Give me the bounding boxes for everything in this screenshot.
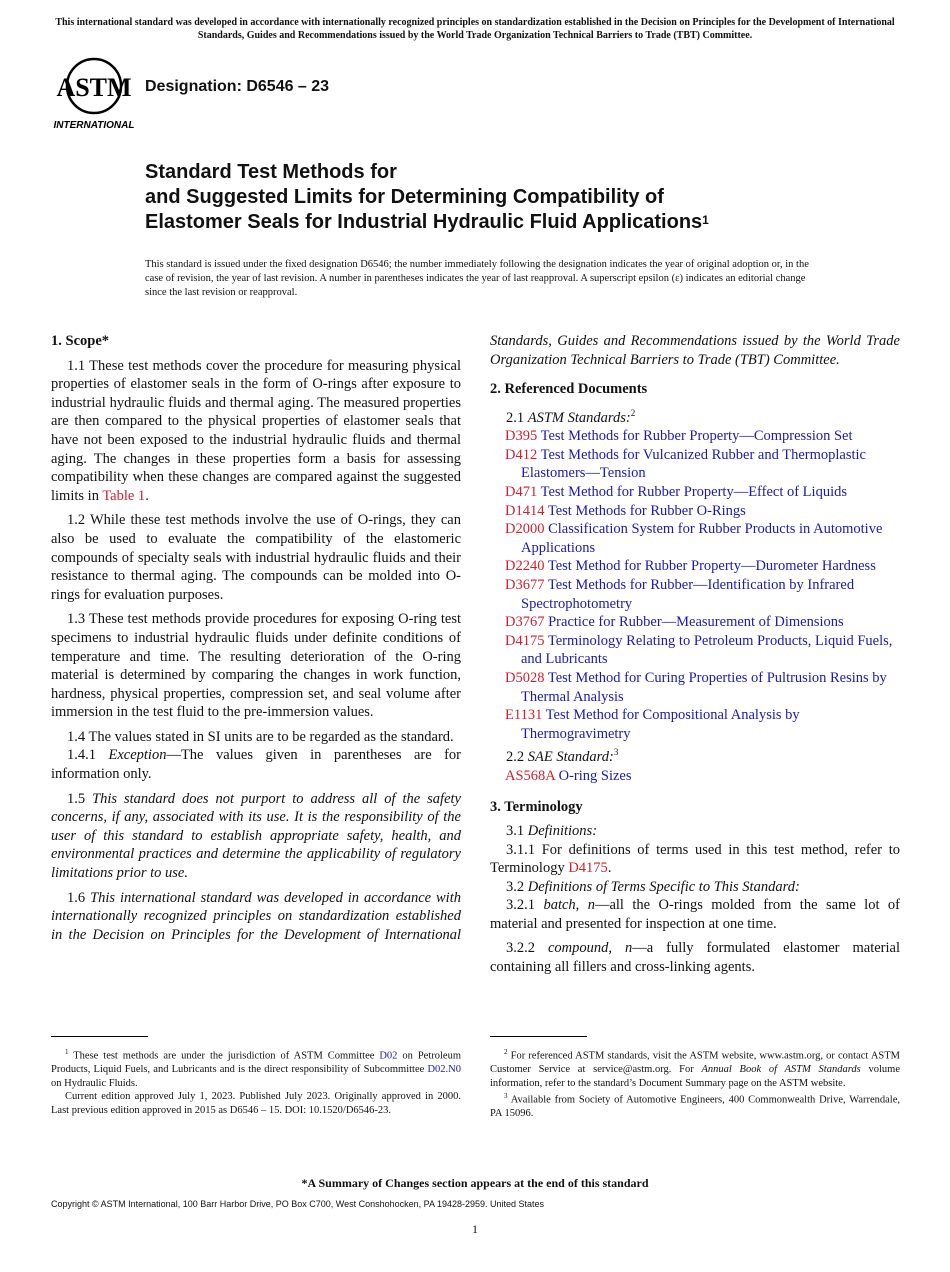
footnote-rule-left: [51, 1036, 148, 1037]
footnote-2: $^2$ For referenced ASTM standards, visit the ASTM website, www.astm.org, or contact ASTM Customer Service at service@astm.org. For Annual Book of ASTM Standards volume information, refer to the standard’s Document Summary page on the ASTM website.: [490, 1048, 900, 1089]
reference-item[interactable]: [490, 557, 900, 576]
designation: Designation: D6546 – 23: [145, 78, 330, 95]
reference-title[interactable]: Test Methods for Rubber—Identification by Infrared Spectrophotometry: [521, 576, 855, 612]
reference-item[interactable]: [490, 483, 900, 502]
para-1-2: 1.2 While these test methods involve the use of O-rings, they can also be used to evaluate the compatibility of the elastomeric compounds of specialty seals with industrial hydraulic fluids and their resistance to thermal aging. The compounds can be molded into O-rings for evaluation purposes.: [51, 512, 461, 603]
title-footnote-mark[interactable]: 1: [702, 213, 709, 227]
footnote-3: $^3$ Available from Society of Automotive Engineers, 400 Commonwealth Drive, Warrendale, PA 15096.: [490, 1092, 900, 1120]
para-3-1-1: 3.1.1 For definitions of terms used in this test method, refer to Terminology D4175.: [490, 841, 900, 877]
reference-code[interactable]: D2000: [505, 521, 545, 538]
reference-code[interactable]: D412: [505, 446, 538, 463]
reference-title[interactable]: Terminology Relating to Petroleum Products, Liquid Fuels, and Lubricants: [521, 632, 893, 668]
copyright-line: Copyright © ASTM International, 100 Barr Harbor Drive, PO Box C700, West Conshohocken, PA 19428-2959. United States: [51, 1199, 545, 1209]
summary-of-changes-note: *A Summary of Changes section appears at the end of this standard: [301, 1176, 649, 1190]
reference-code[interactable]: D395: [505, 428, 538, 445]
reference-item[interactable]: [490, 427, 900, 446]
astm-reference-list: [490, 427, 900, 743]
top-notice: This international standard was developed in accordance with internationally recognized principles on standardization established in the Decision on Principles for the Development of International Standards, Guides and Recommendations issued by the World Trade Organization Technical Barriers to Trade (TBT) Committee.: [55, 17, 895, 41]
footnote-rule-right: [490, 1036, 587, 1037]
reference-code[interactable]: D4175: [505, 632, 545, 649]
page-title: [145, 160, 845, 235]
reference-title[interactable]: Test Method for Rubber Property—Durometer Hardness: [547, 558, 876, 575]
astm-standards-label: 2.1 ASTM Standards:$^2$: [506, 407, 636, 426]
para-1-6-continued: Standards, Guides and Recommendations issued by the World Trade Organization Technical Barriers to Trade (TBT) Committee.: [490, 332, 900, 368]
reference-item[interactable]: [490, 613, 900, 632]
para-1-4-1: 1.4.1 Exception—The values given in parentheses are for information only.: [51, 747, 462, 783]
reference-code[interactable]: D5028: [505, 669, 545, 686]
reference-item[interactable]: [490, 632, 900, 669]
reference-title[interactable]: Practice for Rubber—Measurement of Dimensions: [548, 614, 844, 631]
reference-code[interactable]: D3767: [505, 614, 545, 631]
reference-code[interactable]: D3677: [505, 576, 545, 593]
reference-item[interactable]: [490, 502, 900, 521]
d02-link[interactable]: D02: [379, 1050, 398, 1062]
scope-heading: 1. Scope*: [51, 333, 109, 349]
referenced-documents-heading: 2. Referenced Documents: [490, 381, 648, 398]
para-3-1: 3.1 Definitions:: [506, 822, 598, 839]
reference-title[interactable]: Test Methods for Rubber Property—Compression Set: [540, 428, 853, 445]
reference-item[interactable]: AS568A O-ring Sizes: [505, 767, 632, 784]
para-3-2: 3.2 Definitions of Terms Specific to This Standard:: [506, 878, 800, 895]
sae-standard-label: 2.2 SAE Standard:$^3$: [506, 747, 619, 766]
footnote-1: $^1$ These test methods are under the jurisdiction of ASTM Committee D02 on Petroleum Products, Liquid Fuels, and Lubricants and is the direct responsibility of Subcommittee D02.N0 on Hydraulic Fluids.: [51, 1048, 461, 1089]
reference-title[interactable]: Classification System for Rubber Products in Automotive Applications: [521, 521, 883, 556]
reference-item[interactable]: [490, 520, 900, 557]
table-1-link[interactable]: Table 1: [102, 487, 146, 504]
logo-text: ASTM: [56, 73, 132, 102]
para-3-2-2: 3.2.2 compound, n—a fully formulated elastomer material containing all fillers and cross-linking agents.: [490, 940, 900, 976]
para-1-1: 1.1 These test methods cover the procedure for measuring physical properties of elastomer seals in the form of O-rings after exposure to industrial hydraulic fluids and thermal aging. The measured properties are then compared to the physical properties of elastomer seals that have not been exposed to the industrial hydraulic fluids and thermal aging. The changes in these properties form a basis for assessing compatibility when these changes are compared against the suggested limits in Table 1.: [51, 357, 461, 504]
reference-title[interactable]: Test Method for Compositional Analysis by Thermogravimetry: [521, 707, 800, 742]
reference-title[interactable]: Test Method for Rubber Property—Effect of Liquids: [540, 483, 847, 500]
reference-code[interactable]: E1131: [505, 707, 543, 724]
para-3-2-1: 3.2.1 batch, n—all the O-rings molded from the same lot of material and presented for inspection at one time.: [490, 897, 900, 932]
reference-title[interactable]: Test Method for Curing Properties of Pultrusion Resins by Thermal Analysis: [521, 669, 887, 705]
para-1-3: 1.3 These test methods provide procedures for exposing O-ring test specimens to industrial hydraulic fluids under definite conditions of temperature and time. The resulting deterioration of the O-ring material is determined by comparing the changes in work function, hardness, physical properties, compression set, and seal volume after immersion in the test fluid to the pre-immersion values.: [51, 611, 461, 721]
title-line-1: Standard Test Methods for: [145, 161, 397, 183]
logo-sub: INTERNATIONAL: [53, 120, 135, 131]
title-line-3: Elastomer Seals for Industrial Hydraulic Fluid Applications: [145, 211, 703, 233]
footnotes-right: [490, 1046, 900, 1121]
reference-item[interactable]: [490, 446, 900, 483]
reference-item[interactable]: [490, 576, 900, 613]
reference-title[interactable]: Test Methods for Vulcanized Rubber and Thermoplastic Elastomers—Tension: [521, 446, 866, 482]
astm-logo: [52, 56, 136, 132]
left-column: [51, 332, 461, 944]
d02n0-link[interactable]: D02.N0: [427, 1064, 461, 1076]
terminology-heading: 3. Terminology: [490, 799, 583, 816]
footnotes-left: [51, 1046, 461, 1117]
reference-code[interactable]: D2240: [505, 558, 545, 575]
para-1-4: 1.4 The values stated in SI units are to be regarded as the standard.: [67, 728, 454, 745]
reference-item[interactable]: [490, 669, 900, 706]
reference-title[interactable]: Test Methods for Rubber O-Rings: [547, 502, 746, 519]
page-number: 1: [472, 1222, 478, 1236]
reference-code[interactable]: D471: [505, 483, 538, 500]
para-1-5: 1.5 This standard does not purport to address all of the safety concerns, if any, associated with its use. It is the responsibility of the user of this standard to establish appropriate safety, health, and environmental practices and determine the applicability of regulatory limitations prior to use.: [51, 790, 461, 882]
fixed-designation-note: This standard is issued under the fixed designation D6546; the number immediately following the designation indicates the year of original adoption or, in the case of revision, the year of last revision. A number in parentheses indicates the year of last reapproval. A superscript epsilon (ε) indicates an editorial change since the last revision or reapproval.: [145, 259, 809, 298]
right-column: [490, 332, 900, 977]
reference-item[interactable]: [490, 706, 900, 743]
para-1-6: 1.6 This international standard was developed in accordance with internationally recognized principles on standardization established in the Decision on Principles for the Development of International: [51, 889, 461, 943]
d4175-link[interactable]: D4175: [568, 860, 608, 877]
reference-code[interactable]: D1414: [505, 502, 545, 519]
title-line-2: and Suggested Limits for Determining Compatibility of: [145, 186, 664, 208]
footnote-1-edition: Current edition approved July 1, 2023. Published July 2023. Originally approved in 2000. Last previous edition approved in 2015 as D6546 – 15. DOI: 10.1520/D6546-23.: [51, 1091, 461, 1116]
